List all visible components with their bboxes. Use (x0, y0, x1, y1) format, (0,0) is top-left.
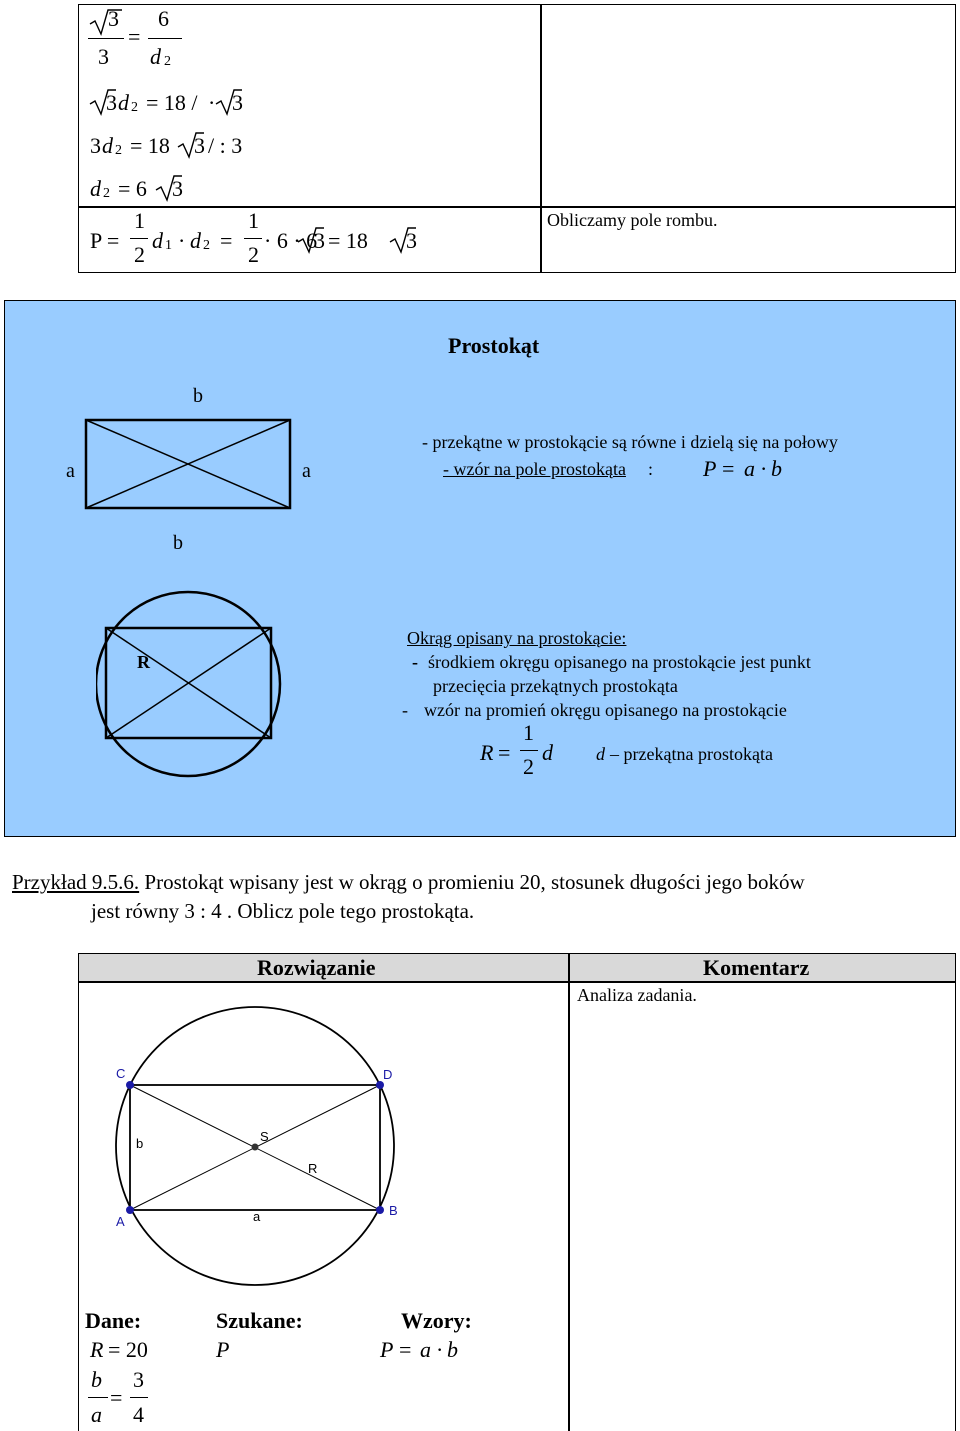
eq1-num-left: 3 (108, 6, 119, 31)
R-formula-den: 2 (523, 754, 534, 779)
rect-label-a-left: a (66, 460, 75, 482)
eq5-g: · 6 · 6 (264, 228, 318, 253)
formula-eq: = (722, 456, 735, 481)
eq5-f: = (220, 228, 233, 253)
eq2-b: d (118, 90, 129, 115)
eq5-e: d (190, 228, 201, 253)
eq3-a: 3 (90, 133, 101, 158)
formula-bottom-P: P (380, 1337, 394, 1362)
eq3-b: d (102, 133, 113, 158)
formula-bottom-dot: · (436, 1337, 444, 1362)
rect-label-a-right: a (302, 460, 311, 482)
circle-bullet-1-cont: przecięcia przekątnych prostokąta (433, 676, 678, 696)
point-S: S (260, 1129, 269, 1144)
inscribed-rectangle-figure (100, 1000, 430, 1300)
rect-bullet-1: - przekątne w prostokącie są równe i dzielą się na połowy (422, 432, 838, 452)
rect-bullet-2: - wzór na pole prostokąta (443, 459, 626, 479)
bottom-table-divider (568, 953, 570, 1431)
eq1-eq: = (128, 24, 141, 49)
formula-dot: · (760, 456, 768, 481)
R-formula-d: d (542, 740, 553, 765)
point-A: A (116, 1214, 125, 1229)
rect-label-b-bottom: b (173, 532, 183, 554)
label-R: R (308, 1161, 318, 1176)
eq5-d1: 2 (134, 242, 145, 267)
eq1-den-left: 3 (98, 44, 109, 69)
formula-b: b (771, 456, 782, 481)
R-formula-R: R (480, 740, 494, 765)
eq5-e-sub: 2 (203, 238, 210, 253)
eq4-c: = 6 (118, 176, 147, 201)
eq5-a: P = (90, 228, 120, 253)
eq3-f: / : 3 (208, 133, 243, 158)
eq5-j: 3 (406, 228, 417, 253)
given-label: Dane: (85, 1308, 142, 1333)
R-formula-eq: = (498, 740, 511, 765)
example-line-1 (12, 870, 805, 895)
point-B: B (389, 1203, 398, 1218)
d-desc-d: d (596, 744, 605, 764)
eq5-b-sub: 1 (165, 238, 172, 253)
eq4-d: 3 (172, 176, 183, 201)
comment-analysis: Analiza zadania. (577, 985, 697, 1005)
eq1-num-right: 6 (158, 6, 169, 31)
eq4-b: 2 (103, 186, 110, 201)
rect-label-b-top: b (193, 385, 203, 407)
eq3-c: 2 (115, 143, 122, 158)
eq3-e: 3 (194, 133, 205, 158)
given-R-eq: = 20 (108, 1337, 148, 1362)
top-table-row-line (78, 206, 956, 208)
circle-bullet-2-dash: - (402, 700, 408, 720)
formula-bottom-eq: = (399, 1337, 412, 1362)
eq5-n2: 1 (248, 208, 259, 233)
rect-bullet-2-colon: : (648, 459, 654, 479)
eq5-h: 3 (314, 228, 325, 253)
circle-bullet-2: wzór na promień okręgu opisanego na prostokącie (424, 700, 787, 720)
formula-bottom-a: a (420, 1337, 431, 1362)
formulas-label: Wzory: (401, 1308, 472, 1333)
point-D: D (383, 1067, 393, 1082)
ratio-den: a (91, 1402, 102, 1427)
circumscribed-circle-diagram (96, 580, 316, 800)
circle-bullet-1: środkiem okręgu opisanego na prostokącie jest punkt (428, 652, 811, 672)
example-text-1: Prostokąt wpisany jest w okrąg o promieniu 20, stosunek długości jego boków (139, 870, 805, 894)
eq5-n1: 1 (134, 208, 145, 233)
ratio-den-r: 4 (133, 1402, 144, 1427)
formula-a: a (744, 456, 755, 481)
circle-bullet-1-dash: - (412, 652, 418, 672)
ratio-num-r: 3 (133, 1367, 144, 1392)
dot: · (208, 90, 216, 115)
sought-P: P (216, 1337, 230, 1362)
ratio-eq: = (110, 1385, 123, 1410)
header-comment: Komentarz (703, 955, 810, 980)
label-a: a (253, 1209, 261, 1224)
eq1-den-right: d (150, 44, 161, 69)
example-text-2: jest równy 3 : 4 . Oblicz pole tego prostokąta. (91, 899, 475, 923)
formula-P: P (703, 456, 717, 481)
eq2-a: 3 (106, 90, 117, 115)
ratio-num: b (91, 1367, 102, 1392)
eq3-d: = 18 (130, 133, 170, 158)
section-title: Prostokąt (448, 333, 540, 358)
circle-label-R: R (137, 652, 150, 672)
top-comment: Obliczamy pole rombu. (547, 210, 718, 230)
bottom-table-header-line (78, 981, 956, 983)
label-b: b (136, 1136, 144, 1151)
point-C: C (116, 1066, 126, 1081)
rectangle-diagram (84, 418, 294, 512)
header-solution: Rozwiązanie (257, 955, 376, 980)
formula-bottom-b: b (447, 1337, 458, 1362)
given-R: R (90, 1337, 104, 1362)
eq5-i: = 18 (328, 228, 368, 253)
circle-heading: Okrąg opisany na prostokącie: (407, 628, 627, 648)
eq5-d2: 2 (248, 242, 259, 267)
eq4-a: d (90, 176, 101, 201)
eq2-d: = 18 / (146, 90, 198, 115)
sought-label: Szukane: (216, 1308, 303, 1333)
eq2-c: 2 (131, 100, 138, 115)
eq2-e: 3 (232, 90, 243, 115)
R-formula-num: 1 (523, 720, 534, 745)
example-label: Przykład 9.5.6. (12, 870, 140, 894)
d-desc: – przekątna prostokąta (610, 744, 773, 764)
eq5-c: · (178, 228, 186, 253)
eq5-b: d (152, 228, 163, 253)
top-table-divider (540, 4, 542, 273)
eq1-den-sub: 2 (164, 54, 171, 69)
